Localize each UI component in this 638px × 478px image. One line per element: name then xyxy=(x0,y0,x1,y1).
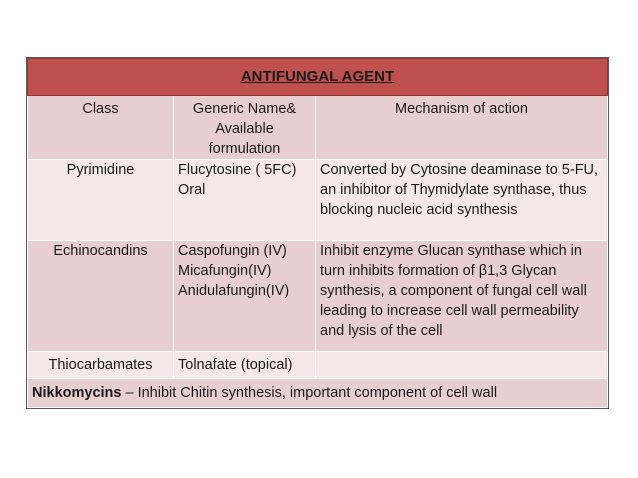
header-mechanism: Mechanism of action xyxy=(316,96,608,160)
generic-line: Caspofungin (IV) xyxy=(178,243,287,259)
cell-generic: Flucytosine ( 5FC) Oral xyxy=(174,160,316,241)
cell-class: Thiocarbamates xyxy=(28,352,174,379)
header-generic: Generic Name& Available formulation xyxy=(174,96,316,160)
cell-mechanism xyxy=(316,352,608,379)
cell-generic xyxy=(174,241,316,352)
generic-line: Anidulafungin(IV) xyxy=(178,283,290,299)
footer-text: – Inhibit Chitin synthesis, important component of cell wall xyxy=(121,385,498,401)
table-row xyxy=(28,352,608,379)
footer-bold: Nikkomycins xyxy=(32,385,122,401)
table-title-row xyxy=(28,59,608,96)
cell-mechanism: Inhibit enzyme Glucan synthase which in turn inhibits formation of β1,3 Glycan synthesis, a component of fungal cell wall leading to increase cell wall permeability and lysis of the cell xyxy=(316,241,608,352)
antifungal-table xyxy=(27,58,608,408)
table-footer-row xyxy=(28,379,608,408)
generic-line: Micafungin(IV) xyxy=(178,263,272,279)
table-row xyxy=(28,241,608,352)
table-title: ANTIFUNGAL AGENT xyxy=(28,59,608,96)
footer-cell xyxy=(28,379,608,408)
cell-generic: Tolnafate (topical) xyxy=(174,352,316,379)
header-class: Class xyxy=(28,96,174,160)
table-row xyxy=(28,160,608,241)
cell-class: Echinocandins xyxy=(28,241,174,352)
table-header-row xyxy=(28,96,608,160)
cell-mechanism: Converted by Cytosine deaminase to 5-FU, an inhibitor of Thymidylate synthase, thus blocking nucleic acid synthesis xyxy=(316,160,608,241)
cell-class: Pyrimidine xyxy=(28,160,174,241)
